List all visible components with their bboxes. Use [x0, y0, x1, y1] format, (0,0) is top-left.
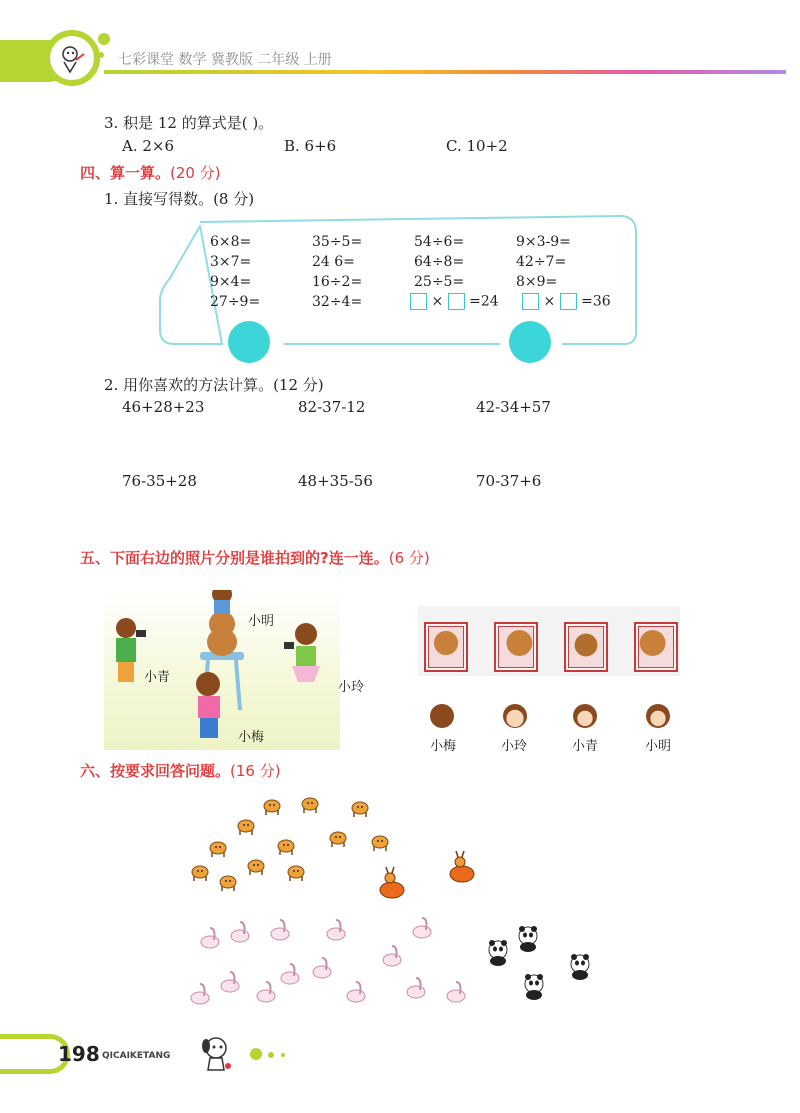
calc-c1-1: 6×8= [210, 234, 252, 250]
answer-box[interactable] [448, 293, 465, 310]
calc-c4-1: 9×3-9= [516, 234, 571, 250]
calc-c2-4: 32÷4= [312, 294, 363, 310]
calc-c3-2: 64÷8= [414, 254, 465, 270]
photo-frame-3[interactable] [564, 622, 608, 672]
header-rainbow-bar [104, 70, 786, 74]
expr-6: 70-37+6 [476, 472, 542, 490]
avatar-xiaoling [503, 704, 527, 728]
times-sign: × [543, 293, 556, 310]
section4-heading [80, 162, 221, 183]
header-mascot-badge [44, 30, 100, 86]
footer-dot-medium [268, 1052, 274, 1058]
section6-score: (16 分) [230, 762, 281, 780]
expr-1: 46+28+23 [122, 398, 205, 416]
section4-part1-title: 1. 直接写得数。(8 分) [104, 190, 255, 208]
mascot-icon [50, 36, 94, 80]
expr-3: 42-34+57 [476, 398, 551, 416]
answer-box[interactable] [410, 293, 427, 310]
bottom-label-4: 小明 [645, 739, 672, 754]
scene-label-xiaoqing: 小青 [144, 670, 171, 685]
monkey-photo-image [428, 626, 464, 668]
calc-c2-2: 24 6= [312, 254, 355, 270]
calc-c1-2: 3×7= [210, 254, 252, 270]
bottom-label-3: 小青 [572, 739, 599, 754]
calc-c3-4 [410, 293, 499, 310]
expr-4: 76-35+28 [122, 472, 197, 490]
scene-illustration [104, 590, 365, 750]
equals-24: =24 [469, 293, 499, 310]
header-title: 七彩课堂 数学 冀教版 二年级 上册 [118, 52, 332, 68]
kids-scene-image [104, 590, 340, 750]
calc-c2-1: 35÷5= [312, 234, 363, 250]
bottom-label-2: 小玲 [501, 739, 528, 754]
scene-label-xiaoling: 小玲 [338, 680, 365, 695]
footer-brand: QICAIKETANG [102, 1051, 171, 1061]
photo-frame-4[interactable] [634, 622, 678, 672]
q3-option-a: A. 2×6 [122, 137, 175, 155]
footer-dot-small [281, 1053, 285, 1057]
answer-box[interactable] [560, 293, 577, 310]
section4-part2-title: 2. 用你喜欢的方法计算。(12 分) [104, 376, 324, 394]
equals-36: =36 [581, 293, 611, 310]
times-sign: × [431, 293, 444, 310]
animals-illustration [186, 786, 606, 1016]
photo-frame-2[interactable] [494, 622, 538, 672]
avatar-xiaomei [430, 704, 454, 728]
answer-box[interactable] [522, 293, 539, 310]
section5-heading [80, 547, 430, 568]
header-dot [98, 33, 110, 45]
section6-title: 六、按要求回答问题。 [80, 762, 231, 780]
bus-wheel-right [509, 321, 551, 363]
scene-label-xiaomei: 小梅 [238, 730, 265, 745]
monkey-photo-image [638, 626, 674, 668]
bus-wheel-left [228, 321, 270, 363]
calc-c3-3: 25÷5= [414, 274, 465, 290]
scene-label-xiaoming: 小明 [248, 614, 275, 629]
header-dot-small [98, 52, 104, 58]
expr-2: 82-37-12 [298, 398, 366, 416]
calc-c3-1: 54÷6= [414, 234, 465, 250]
q3-option-b: B. 6+6 [284, 137, 337, 155]
footer-dot-large [250, 1048, 262, 1060]
bottom-label-1: 小梅 [430, 739, 457, 754]
calc-c1-3: 9×4= [210, 274, 252, 290]
section5-title: 五、下面右边的照片分别是谁拍到的?连一连。 [80, 549, 389, 567]
section6-heading [80, 760, 281, 781]
section4-title: 四、算一算。 [80, 164, 171, 182]
avatar-xiaoqing [573, 704, 597, 728]
page-number: 198 [58, 1042, 100, 1066]
monkey-photo-image [498, 626, 534, 668]
q3-stem: 3. 积是 12 的算式是( )。 [104, 114, 274, 132]
photo-frame-1[interactable] [424, 622, 468, 672]
q3-option-c: C. 10+2 [446, 137, 508, 155]
calc-c2-3: 16÷2= [312, 274, 363, 290]
dog-mascot-icon [196, 1034, 240, 1076]
calc-c4-4 [522, 293, 611, 310]
section4-score: (20 分) [170, 164, 221, 182]
section5-score: (6 分) [388, 549, 430, 567]
calc-c4-3: 8×9= [516, 274, 558, 290]
monkey-photo-image [568, 626, 604, 668]
expr-5: 48+35-56 [298, 472, 373, 490]
calc-c4-2: 42÷7= [516, 254, 567, 270]
avatar-xiaoming [646, 704, 670, 728]
calc-c1-4: 27÷9= [210, 294, 261, 310]
